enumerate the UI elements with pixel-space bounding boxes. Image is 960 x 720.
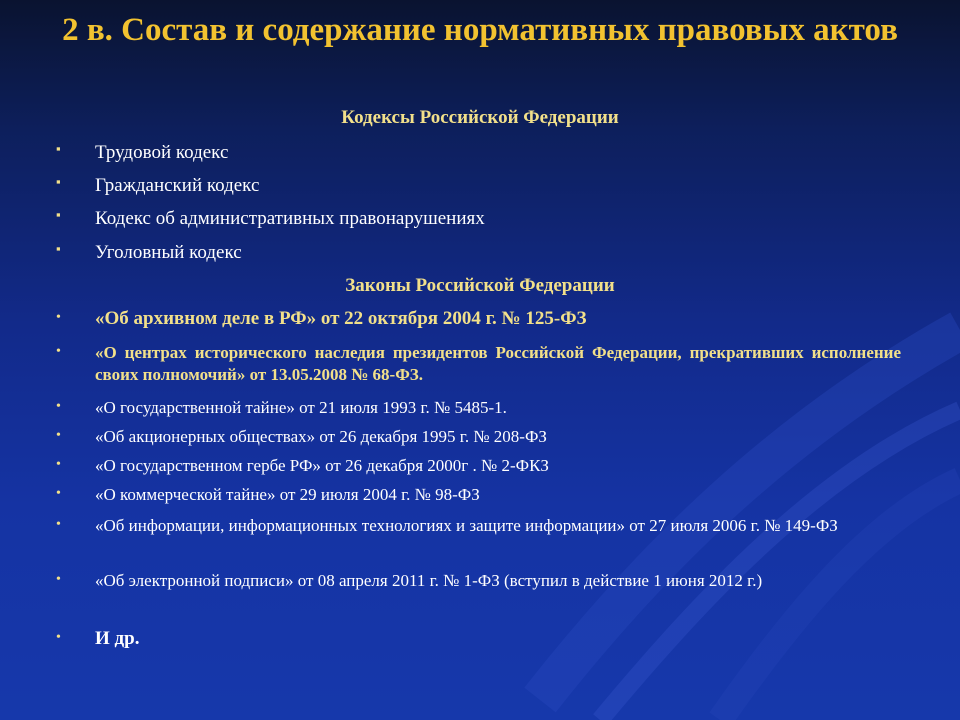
dot-bullet-icon: • bbox=[56, 344, 61, 359]
slide: 2 в. Состав и содержание нормативных правовых актов Кодексы Российской Федерации ▪ Трудовой кодекс ▪ Гражданский кодекс ▪ Кодекс об административных правонарушениях ▪ Уголовный кодекс Законы Российской Федерации • «Об архивном деле в РФ» от 22 октября 2004 г. № 125-ФЗ • «О центрах исторического наследия президентов Российской Федерации, прекративших исполнение своих полномочий» от 13.05.2008 № 68-ФЗ. • «О государственной тайне» от 21 июля 1993 г. № 5485-1. • «Об акционерных обществах» от 26 декабря 1995 г. № 208-ФЗ • «О государственном гербе РФ» от 26 декабря 2000г . № 2-ФКЗ • «О коммерческой тайне» от 29 июля 2004 г. № 98-ФЗ • «Об информации, информационных технологиях и защите информации» от 27 июля 2006 г. № 149-ФЗ • «Об электронной подписи» от 08 апреля 2011 г. № 1-ФЗ (вступил в действие 1 июня 2012 г.) • И др. bbox=[0, 0, 960, 720]
dot-bullet-icon: • bbox=[56, 572, 61, 587]
square-bullet-icon: ▪ bbox=[56, 141, 61, 156]
square-bullet-icon: ▪ bbox=[56, 174, 61, 189]
dot-bullet-icon: • bbox=[56, 517, 61, 532]
codes-heading: Кодексы Российской Федерации bbox=[341, 107, 619, 128]
dot-bullet-icon: • bbox=[56, 310, 61, 325]
square-bullet-icon: ▪ bbox=[56, 241, 61, 256]
slide-title: 2 в. Состав и содержание нормативных правовых актов bbox=[62, 12, 898, 48]
laws-heading: Законы Российской Федерации bbox=[345, 275, 615, 296]
dot-bullet-icon: • bbox=[56, 399, 61, 414]
dot-bullet-icon: • bbox=[56, 428, 61, 443]
dot-bullet-icon: • bbox=[56, 457, 61, 472]
dot-bullet-icon: • bbox=[56, 630, 61, 645]
square-bullet-icon: ▪ bbox=[56, 207, 61, 222]
dot-bullet-icon: • bbox=[56, 486, 61, 501]
